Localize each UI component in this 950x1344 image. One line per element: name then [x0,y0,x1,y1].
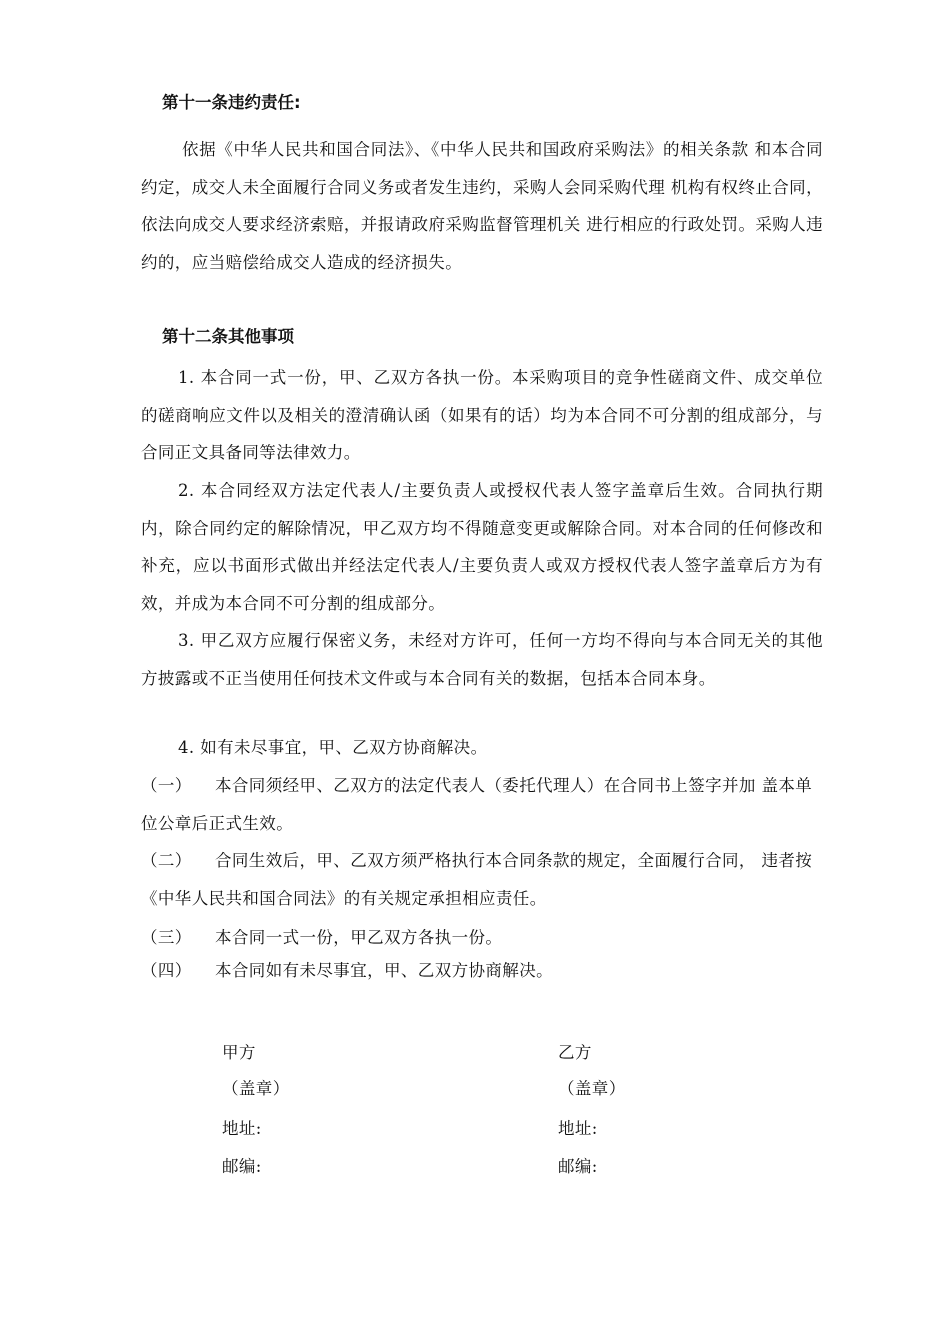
clause-2: 2. 本合同经双方法定代表人/主要负责人或授权代表人签字盖章后生效。合同执行期内，除合同约定的解除情况，甲乙双方均不得随意变更或解除合同。对本合同的任何修改和补充，应以书面形式做出并经法定代表人/主要负责人或双方授权代表人签字盖章后方为有效，并成为本合同不可分割的组成部分。 [141,481,823,613]
item-4-text: 本合同如有未尽事宜，甲、乙双方协商解决。 [215,961,553,980]
party-a-address: 地址: [222,1119,262,1138]
article-12-heading: 第十二条其他事项 [162,327,294,346]
item-1 [141,767,823,842]
party-a-name: 甲方 [222,1043,256,1062]
article-11-heading: 第十一条违约责任: [162,93,301,112]
party-b-name: 乙方 [558,1043,592,1062]
item-4-number: （四） [141,961,192,980]
item-3-text: 本合同一式一份，甲乙双方各执一份。 [215,928,503,947]
item-3-number: （三） [141,928,192,947]
item-1-text: 本合同须经甲、乙双方的法定代表人（委托代理人）在合同书上签字并加 盖本单位公章后正式生效。 [141,776,813,833]
item-2 [141,842,823,917]
clause-4: 4. 如有未尽事宜，甲、乙双方协商解决。 [178,738,488,757]
party-b-postcode: 邮编: [558,1157,598,1176]
article-11-paragraph: 依据《中华人民共和国合同法》、《中华人民共和国政府采购法》的相关条款 和本合同约定，成交人未全面履行合同义务或者发生违约，采购人会同采购代理 机构有权终止合同，依法向成交人要求经济索赔，并报请政府采购监督管理机关 进行相应的行政处罚。采购人违约的，应当赔偿给成交人造成的经济损失。 [141,140,823,272]
party-b-address: 地址: [558,1119,598,1138]
party-a-seal: （盖章） [222,1079,290,1098]
party-a-postcode: 邮编: [222,1157,262,1176]
clause-1: 1. 本合同一式一份，甲、乙双方各执一份。本采购项目的竞争性磋商文件、成交单位的磋商响应文件以及相关的澄清确认函（如果有的话）均为本合同不可分割的组成部分，与合同正文具备同等法律效力。 [141,368,823,462]
item-2-number: （二） [141,851,192,870]
clause-3: 3. 甲乙双方应履行保密义务，未经对方许可，任何一方均不得向与本合同无关的其他方披露或不正当使用任何技术文件或与本合同有关的数据，包括本合同本身。 [141,631,823,688]
item-1-number: （一） [141,776,192,795]
item-4 [141,960,553,982]
party-b-seal: （盖章） [558,1079,626,1098]
item-3 [141,927,502,949]
item-2-text: 合同生效后，甲、乙双方须严格执行本合同条款的规定，全面履行合同， 违者按《中华人民共和国合同法》的有关规定承担相应责任。 [141,851,813,908]
